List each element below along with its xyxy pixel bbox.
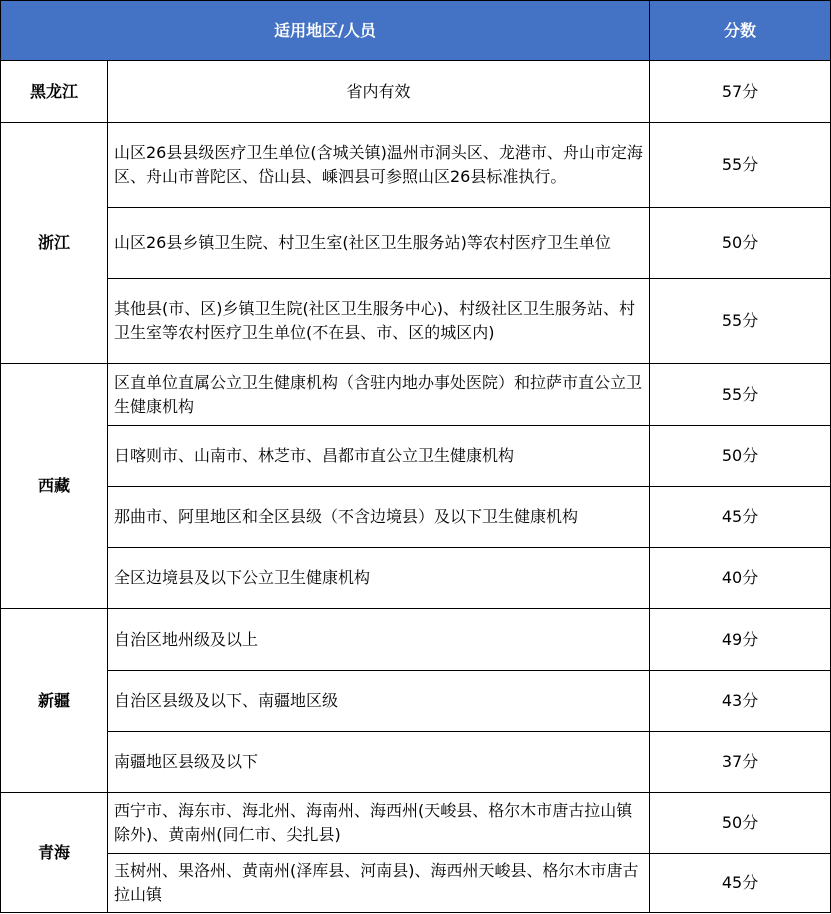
table-row xyxy=(1,426,831,487)
row-desc: 自治区地州级及以上 xyxy=(108,609,650,671)
region-xinjiang: 新疆 xyxy=(1,609,108,793)
row-desc: 西宁市、海东市、海北州、海南州、海西州(天峻县、格尔木市唐古拉山镇除外)、黄南州(同仁市、尖扎县) xyxy=(108,793,650,854)
header-area: 适用地区/人员 xyxy=(1,1,650,61)
table-row xyxy=(1,279,831,364)
row-score: 50分 xyxy=(650,426,831,487)
header-score: 分数 xyxy=(650,1,831,61)
row-desc: 其他县(市、区)乡镇卫生院(社区卫生服务中心)、村级社区卫生服务站、村卫生室等农村医疗卫生单位(不在县、市、区的城区内) xyxy=(108,279,650,364)
row-score: 57分 xyxy=(650,61,831,123)
row-score: 55分 xyxy=(650,364,831,426)
row-score: 55分 xyxy=(650,123,831,208)
row-score: 50分 xyxy=(650,793,831,854)
row-score: 45分 xyxy=(650,487,831,548)
row-desc: 玉树州、果洛州、黄南州(泽库县、河南县)、海西州天峻县、格尔木市唐古拉山镇 xyxy=(108,854,650,913)
row-desc: 那曲市、阿里地区和全区县级（不含边境县）及以下卫生健康机构 xyxy=(108,487,650,548)
row-desc: 区直单位直属公立卫生健康机构（含驻内地办事处医院）和拉萨市直公立卫生健康机构 xyxy=(108,364,650,426)
row-desc: 全区边境县及以下公立卫生健康机构 xyxy=(108,548,650,609)
region-heilongjiang: 黑龙江 xyxy=(1,61,108,123)
table-row xyxy=(1,732,831,793)
row-desc: 南疆地区县级及以下 xyxy=(108,732,650,793)
table-row xyxy=(1,61,831,123)
row-score: 50分 xyxy=(650,208,831,279)
table-row xyxy=(1,854,831,913)
table-row xyxy=(1,793,831,854)
row-desc: 山区26县乡镇卫生院、村卫生室(社区卫生服务站)等农村医疗卫生单位 xyxy=(108,208,650,279)
region-qinghai: 青海 xyxy=(1,793,108,913)
row-desc: 省内有效 xyxy=(108,61,650,123)
row-score: 40分 xyxy=(650,548,831,609)
table-row xyxy=(1,671,831,732)
table-row xyxy=(1,609,831,671)
row-desc: 山区26县县级医疗卫生单位(含城关镇)温州市洞头区、龙港市、舟山市定海区、舟山市普陀区、岱山县、嵊泗县可参照山区26县标准执行。 xyxy=(108,123,650,208)
table-row xyxy=(1,123,831,208)
table-row xyxy=(1,487,831,548)
row-desc: 日喀则市、山南市、林芝市、昌都市直公立卫生健康机构 xyxy=(108,426,650,487)
table-row xyxy=(1,548,831,609)
region-xizang: 西藏 xyxy=(1,364,108,609)
row-score: 45分 xyxy=(650,854,831,913)
table-row xyxy=(1,208,831,279)
region-zhejiang: 浙江 xyxy=(1,123,108,364)
table-row xyxy=(1,364,831,426)
row-score: 37分 xyxy=(650,732,831,793)
row-score: 49分 xyxy=(650,609,831,671)
row-score: 55分 xyxy=(650,279,831,364)
row-score: 43分 xyxy=(650,671,831,732)
header-row xyxy=(1,1,831,61)
row-desc: 自治区县级及以下、南疆地区级 xyxy=(108,671,650,732)
